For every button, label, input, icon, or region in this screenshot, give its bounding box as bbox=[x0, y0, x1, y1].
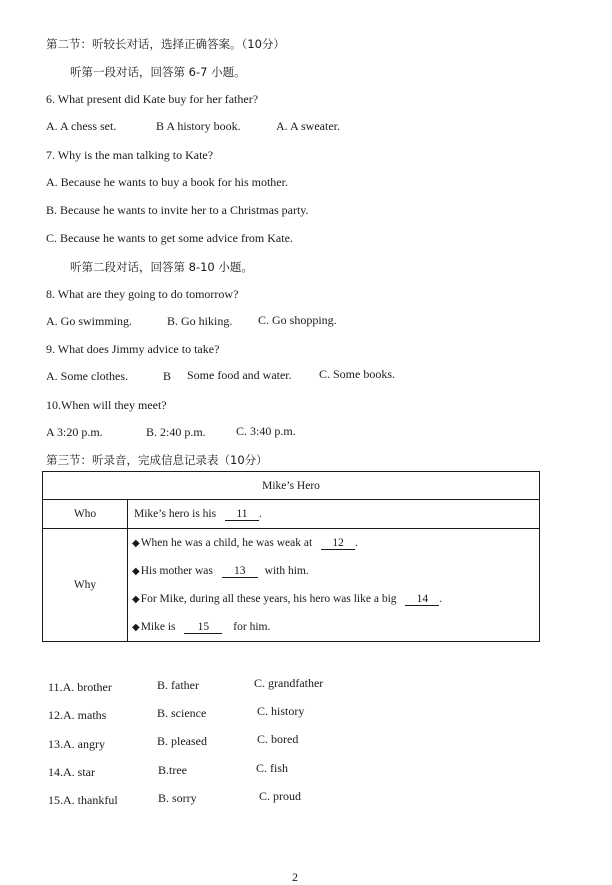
dialogue1-intro: 听第一段对话，回答第 6-7 小题。 bbox=[70, 65, 246, 79]
q9-option-b: Some food and water. bbox=[187, 368, 292, 382]
diamond-bullet-icon: ◆ bbox=[132, 622, 140, 633]
q7-option-a: A. Because he wants to buy a book for his mother. bbox=[46, 175, 288, 189]
q9-option-a: A. Some clothes. bbox=[46, 369, 128, 383]
opt15-c: C. proud bbox=[259, 789, 301, 803]
why-end-2: with him. bbox=[264, 565, 309, 577]
opt11-a-text: A. brother bbox=[62, 680, 112, 694]
why-text-1: When he was a child, he was weak at bbox=[140, 537, 313, 549]
blank-12: 12 bbox=[321, 537, 355, 550]
q10-option-a: A 3:20 p.m. bbox=[46, 425, 103, 439]
q8-option-a: A. Go swimming. bbox=[46, 314, 133, 328]
opt14-c: C. fish bbox=[256, 761, 289, 775]
why-text-3: For Mike, during all these years, his hero was like a big bbox=[140, 593, 397, 605]
opt14-a bbox=[48, 765, 95, 780]
blank-15: 15 bbox=[184, 621, 222, 634]
why-item-2 bbox=[128, 557, 539, 585]
opt13-b: B. pleased bbox=[157, 734, 207, 748]
why-end-4: for him. bbox=[233, 621, 271, 633]
opt12-c: C. history bbox=[257, 704, 305, 718]
blank-13: 13 bbox=[222, 565, 258, 578]
opt14-a-text: A. star bbox=[63, 765, 95, 779]
dialogue2-intro: 听第二段对话，回答第 8-10 小题。 bbox=[70, 260, 253, 274]
opt15-b: B. sorry bbox=[158, 791, 197, 805]
question-6: 6. What present did Kate buy for her father? bbox=[46, 92, 259, 106]
opt15-a bbox=[48, 793, 118, 808]
q8-option-b: B. Go hiking. bbox=[167, 314, 233, 328]
opt12-b: B. science bbox=[157, 706, 207, 720]
diamond-bullet-icon: ◆ bbox=[132, 594, 140, 605]
question-8: 8. What are they going to do tomorrow? bbox=[46, 287, 239, 301]
why-label: Why bbox=[43, 529, 128, 642]
who-end: . bbox=[258, 507, 262, 520]
who-text: Mike’s hero is his bbox=[134, 507, 217, 520]
opt14-number: 14. bbox=[48, 765, 63, 779]
section2-heading: 第二节：听较长对话，选择正确答案。（10分） bbox=[46, 37, 285, 51]
opt14-b: B.tree bbox=[158, 763, 187, 777]
info-record-table bbox=[42, 471, 540, 642]
opt12-a-text: A. maths bbox=[63, 708, 107, 722]
why-item-4 bbox=[128, 613, 539, 641]
diamond-bullet-icon: ◆ bbox=[132, 538, 140, 549]
page-number: 2 bbox=[292, 870, 298, 884]
opt15-a-text: A. thankful bbox=[63, 793, 118, 807]
opt12-a bbox=[48, 708, 106, 723]
q8-option-c: C. Go shopping. bbox=[258, 313, 337, 327]
why-end-1: . bbox=[355, 537, 358, 549]
opt11-number: 11. bbox=[48, 680, 63, 694]
opt13-a bbox=[48, 737, 105, 752]
q10-option-c: C. 3:40 p.m. bbox=[236, 424, 296, 438]
q7-option-c: C. Because he wants to get some advice from Kate. bbox=[46, 231, 293, 245]
why-item-3 bbox=[128, 585, 539, 613]
blank-11: 11 bbox=[225, 508, 259, 521]
opt11-b: B. father bbox=[157, 678, 199, 692]
q6-option-b: B A history book. bbox=[156, 119, 241, 133]
opt13-a-text: A. angry bbox=[63, 737, 105, 751]
question-10: 10.When will they meet? bbox=[46, 398, 167, 412]
opt13-number: 13. bbox=[48, 737, 63, 751]
why-text-2: His mother was bbox=[140, 565, 213, 577]
table-title: Mike’s Hero bbox=[43, 472, 540, 500]
q7-option-b: B. Because he wants to invite her to a Christmas party. bbox=[46, 203, 309, 217]
question-7: 7. Why is the man talking to Kate? bbox=[46, 148, 214, 162]
q6-option-c: A. A sweater. bbox=[276, 119, 340, 133]
q9-option-b-letter: B bbox=[163, 369, 172, 383]
opt11-c: C. grandfather bbox=[254, 676, 324, 690]
why-item-1 bbox=[128, 529, 539, 557]
diamond-bullet-icon: ◆ bbox=[132, 566, 140, 577]
question-9: 9. What does Jimmy advice to take? bbox=[46, 342, 220, 356]
who-label: Who bbox=[43, 500, 128, 529]
who-cell bbox=[128, 500, 540, 529]
opt12-number: 12. bbox=[48, 708, 63, 722]
opt15-number: 15. bbox=[48, 793, 63, 807]
why-text-4: Mike is bbox=[140, 621, 176, 633]
blank-14: 14 bbox=[405, 593, 439, 606]
q10-option-b: B. 2:40 p.m. bbox=[146, 425, 206, 439]
opt11-a bbox=[48, 680, 112, 695]
why-cell bbox=[128, 529, 540, 642]
opt13-c: C. bored bbox=[257, 732, 299, 746]
q9-option-c: C. Some books. bbox=[319, 367, 396, 381]
why-end-3: . bbox=[439, 593, 443, 605]
section3-heading: 第三节：听录音，完成信息记录表（10分） bbox=[46, 453, 268, 467]
q6-option-a: A. A chess set. bbox=[46, 119, 117, 133]
